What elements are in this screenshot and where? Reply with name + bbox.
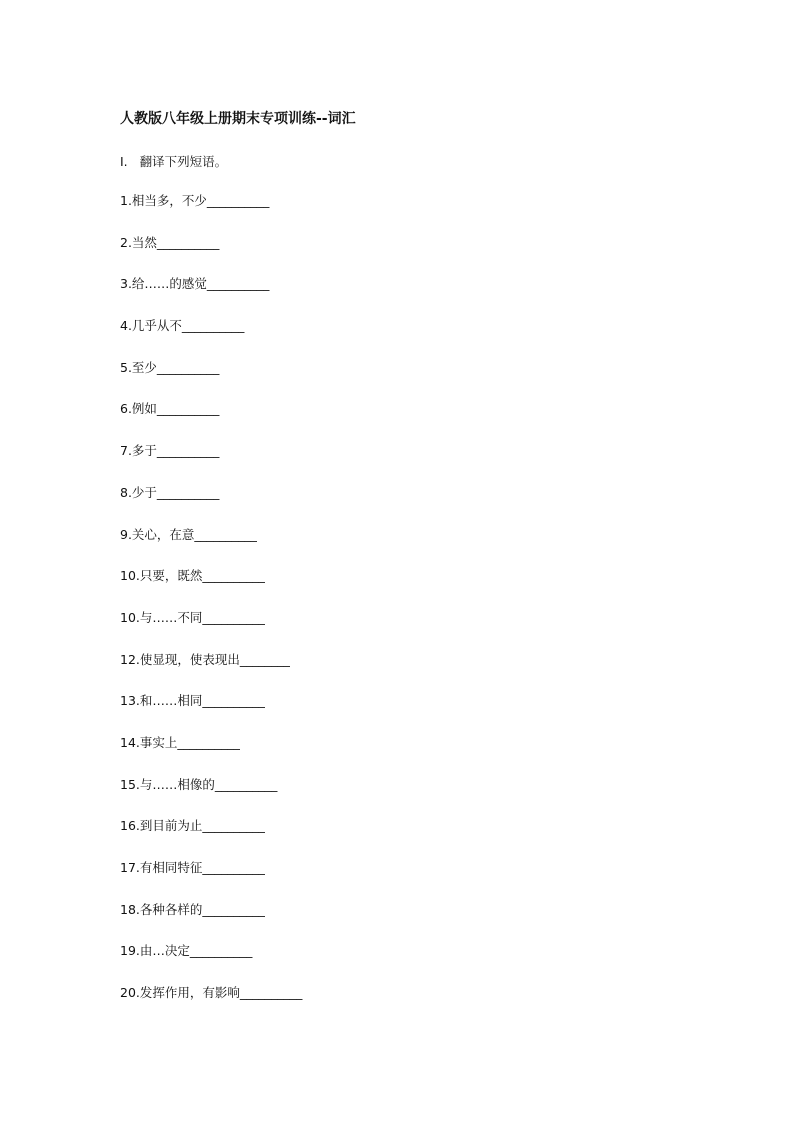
exercise-list [120, 193, 302, 1027]
exercise-item: 15.与……相像的__________ [120, 776, 278, 792]
exercise-item: 8.少于__________ [120, 484, 220, 500]
exercise-item: 20.发挥作用，有影响__________ [120, 985, 303, 1001]
exercise-item: 18.各种各样的__________ [120, 901, 265, 917]
section-instruction: 翻译下列短语。 [139, 154, 228, 169]
document-title: 人教版八年级上册期末专项训练--词汇 [120, 111, 356, 127]
exercise-item: 10.只要，既然__________ [120, 568, 265, 584]
exercise-item: 12.使显现，使表现出________ [120, 651, 290, 667]
exercise-item: 19.由…决定__________ [120, 943, 253, 959]
exercise-item: 4.几乎从不__________ [120, 318, 245, 334]
exercise-item: 7.多于__________ [120, 443, 220, 459]
section-numeral: I. [120, 154, 128, 169]
exercise-item: 2.当然__________ [120, 234, 220, 250]
exercise-item: 3.给……的感觉__________ [120, 276, 270, 292]
exercise-item: 9.关心，在意__________ [120, 526, 257, 542]
exercise-item: 17.有相同特征__________ [120, 860, 265, 875]
exercise-item: 1.相当多，不少__________ [120, 193, 270, 208]
exercise-item: 13.和……相同__________ [120, 693, 265, 709]
exercise-item: 14.事实上__________ [120, 734, 240, 750]
exercise-item: 16.到目前为止__________ [120, 818, 265, 834]
section-heading [120, 152, 227, 170]
exercise-item: 6.例如__________ [120, 401, 220, 417]
exercise-item: 5.至少__________ [120, 359, 220, 375]
exercise-item: 10.与……不同__________ [120, 609, 265, 625]
